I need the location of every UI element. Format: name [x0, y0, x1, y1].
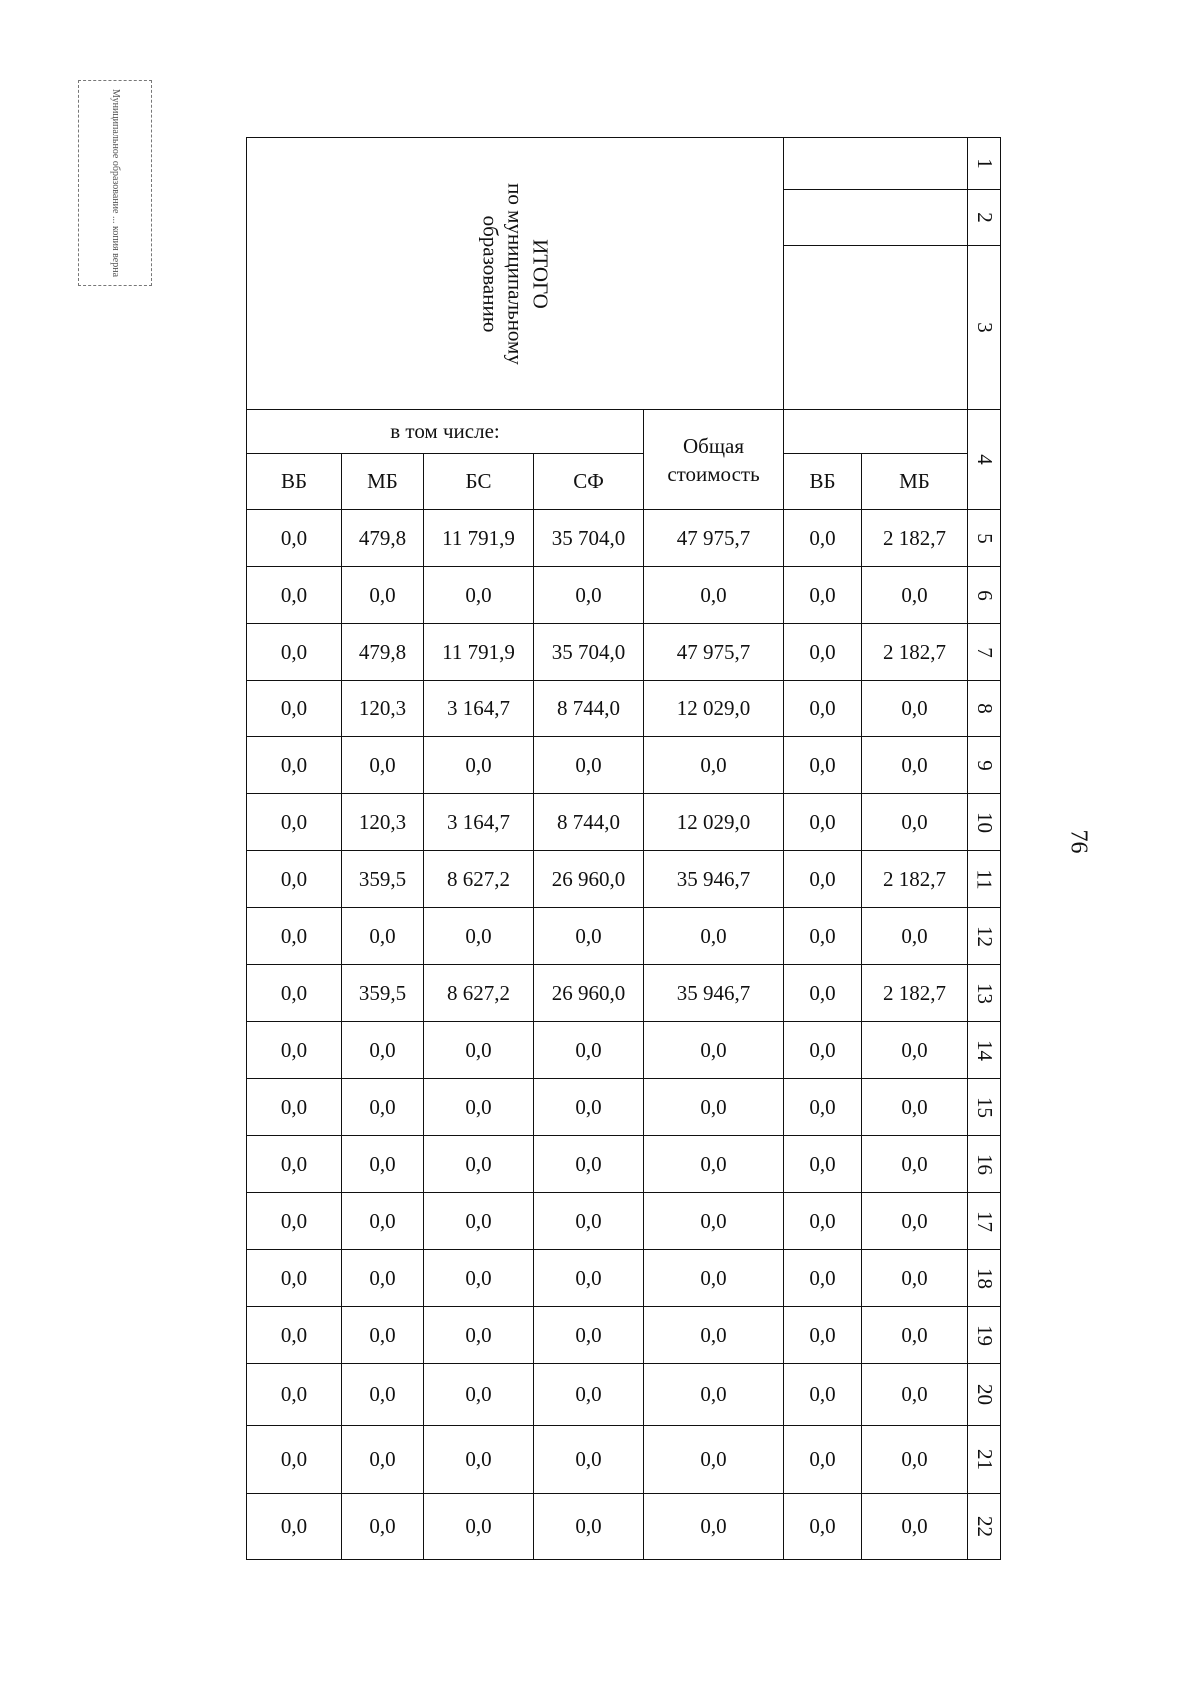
table-row [247, 1193, 1001, 1250]
stamp-text: Муниципальное образование ... копия верна [110, 88, 121, 278]
column-number-label: 1 [972, 158, 997, 169]
cell-right-vb: 0,0 [784, 737, 862, 794]
cell-sf: 26 960,0 [534, 851, 644, 908]
cell-mb: 0,0 [342, 1136, 424, 1193]
cell-right-vb: 0,0 [784, 1136, 862, 1193]
row-number-label: 21 [972, 1449, 997, 1470]
table-row [247, 681, 1001, 737]
cell-bs: 11 791,9 [424, 624, 534, 681]
cell-total: 35 946,7 [644, 851, 784, 908]
cell-sf: 26 960,0 [534, 965, 644, 1022]
cell-sf: 0,0 [534, 737, 644, 794]
row-number-label: 15 [972, 1096, 997, 1118]
table-row [247, 1022, 1001, 1079]
cell-bs: 3 164,7 [424, 794, 534, 851]
cell-sf: 0,0 [534, 1079, 644, 1136]
cell-mb: 479,8 [342, 510, 424, 567]
cell-bs: 0,0 [424, 1136, 534, 1193]
table-row [247, 908, 1001, 965]
col-header-vb: ВБ [247, 454, 342, 510]
row-number-label: 22 [972, 1516, 997, 1537]
row-number [968, 1307, 1001, 1364]
row-number-label: 5 [972, 532, 997, 544]
cell-bs: 0,0 [424, 1079, 534, 1136]
cell-total: 0,0 [644, 1364, 784, 1426]
general-cost-line: стоимость [667, 461, 760, 486]
cell-bs: 0,0 [424, 908, 534, 965]
row-number-label: 6 [972, 589, 997, 601]
table-row [247, 1136, 1001, 1193]
cell-right-vb: 0,0 [784, 681, 862, 737]
cell-right-vb: 0,0 [784, 908, 862, 965]
column-number [968, 410, 1001, 510]
table-row [247, 567, 1001, 624]
cell-right-vb: 0,0 [784, 510, 862, 567]
cell-total: 0,0 [644, 1426, 784, 1494]
cell-right-vb: 0,0 [784, 1250, 862, 1307]
col-header-sf: СФ [534, 454, 644, 510]
row-number [968, 681, 1001, 737]
row-number-label: 7 [972, 646, 997, 658]
cell-total: 12 029,0 [644, 794, 784, 851]
cell-right-mb: 0,0 [862, 1193, 968, 1250]
cell-total: 12 029,0 [644, 681, 784, 737]
cell-bs: 0,0 [424, 1364, 534, 1426]
cell-right-vb: 0,0 [784, 851, 862, 908]
cell-mb: 479,8 [342, 624, 424, 681]
summary-table [246, 137, 1001, 1560]
empty-header-cell [784, 138, 968, 190]
cell-right-mb: 0,0 [862, 567, 968, 624]
certification-stamp [78, 80, 152, 286]
cell-right-vb: 0,0 [784, 794, 862, 851]
table-row [247, 510, 1001, 567]
row-number-label: 14 [972, 1039, 997, 1061]
cell-bs: 0,0 [424, 1307, 534, 1364]
cell-right-mb: 0,0 [862, 1250, 968, 1307]
column-number [968, 246, 1001, 410]
cell-mb: 0,0 [342, 1193, 424, 1250]
table-row [247, 794, 1001, 851]
cell-total: 0,0 [644, 1022, 784, 1079]
column-number-label: 3 [972, 322, 997, 333]
cell-total: 0,0 [644, 1193, 784, 1250]
title-line: образованию [478, 215, 503, 332]
row-number-label: 19 [972, 1324, 997, 1346]
cell-bs: 11 791,9 [424, 510, 534, 567]
table-title [478, 183, 553, 365]
table-row [247, 965, 1001, 1022]
row-number [968, 1022, 1001, 1079]
row-number [968, 908, 1001, 965]
cell-right-mb: 0,0 [862, 794, 968, 851]
row-number-label: 11 [972, 868, 997, 890]
row-number [968, 624, 1001, 681]
cell-right-mb: 0,0 [862, 1136, 968, 1193]
cell-right-mb: 2 182,7 [862, 510, 968, 567]
cell-right-mb: 0,0 [862, 1079, 968, 1136]
cell-right-vb: 0,0 [784, 1079, 862, 1136]
cell-vb: 0,0 [247, 681, 342, 737]
table-row [247, 851, 1001, 908]
cell-sf: 0,0 [534, 1136, 644, 1193]
cell-vb: 0,0 [247, 624, 342, 681]
table-row [247, 1307, 1001, 1364]
cell-vb: 0,0 [247, 737, 342, 794]
col-header-mb: МБ [342, 454, 424, 510]
cell-sf: 0,0 [534, 1193, 644, 1250]
title-cell [247, 138, 784, 410]
cell-sf: 8 744,0 [534, 681, 644, 737]
cell-mb: 0,0 [342, 567, 424, 624]
row-number-label: 17 [972, 1210, 997, 1232]
cell-vb: 0,0 [247, 1307, 342, 1364]
cell-right-vb: 0,0 [784, 624, 862, 681]
cell-total: 0,0 [644, 567, 784, 624]
row-number [968, 965, 1001, 1022]
cell-sf: 0,0 [534, 1364, 644, 1426]
row-number-label: 13 [972, 982, 997, 1004]
cell-bs: 0,0 [424, 1426, 534, 1494]
row-number-label: 9 [972, 759, 997, 771]
cell-vb: 0,0 [247, 1079, 342, 1136]
row-number [968, 1494, 1001, 1560]
row-number [968, 1193, 1001, 1250]
cell-total: 0,0 [644, 1250, 784, 1307]
cell-mb: 0,0 [342, 1079, 424, 1136]
cell-right-mb: 0,0 [862, 1426, 968, 1494]
cell-total: 0,0 [644, 737, 784, 794]
cell-right-vb: 0,0 [784, 965, 862, 1022]
cell-sf: 8 744,0 [534, 794, 644, 851]
cell-sf: 0,0 [534, 1494, 644, 1560]
cell-mb: 120,3 [342, 794, 424, 851]
page-number: 76 [1065, 829, 1092, 854]
cell-vb: 0,0 [247, 1136, 342, 1193]
cell-vb: 0,0 [247, 908, 342, 965]
cell-sf: 35 704,0 [534, 624, 644, 681]
cell-sf: 0,0 [534, 1426, 644, 1494]
cell-bs: 0,0 [424, 1193, 534, 1250]
cell-sf: 0,0 [534, 1250, 644, 1307]
table-row [247, 1079, 1001, 1136]
col-header-bs: БС [424, 454, 534, 510]
cell-right-vb: 0,0 [784, 567, 862, 624]
row-number-label: 18 [972, 1267, 997, 1289]
cell-right-mb: 0,0 [862, 1307, 968, 1364]
cell-vb: 0,0 [247, 1494, 342, 1560]
table-row [247, 624, 1001, 681]
row-number [968, 1364, 1001, 1426]
including-header: в том числе: [247, 410, 644, 454]
cell-right-mb: 2 182,7 [862, 965, 968, 1022]
table-row [247, 1250, 1001, 1307]
column-number-label: 2 [972, 212, 997, 223]
cell-right-vb: 0,0 [784, 1193, 862, 1250]
cell-bs: 8 627,2 [424, 965, 534, 1022]
general-cost-line: Общая [682, 433, 744, 458]
cell-sf: 0,0 [534, 908, 644, 965]
cell-total: 0,0 [644, 1079, 784, 1136]
cell-bs: 3 164,7 [424, 681, 534, 737]
cell-right-mb: 2 182,7 [862, 624, 968, 681]
row-number [968, 1250, 1001, 1307]
cell-mb: 0,0 [342, 908, 424, 965]
cell-vb: 0,0 [247, 1022, 342, 1079]
cell-total: 47 975,7 [644, 510, 784, 567]
column-number [968, 190, 1001, 246]
table-row [247, 737, 1001, 794]
cell-mb: 0,0 [342, 1494, 424, 1560]
cell-total: 47 975,7 [644, 624, 784, 681]
row-number [968, 1079, 1001, 1136]
cell-mb: 0,0 [342, 1250, 424, 1307]
cell-right-mb: 0,0 [862, 737, 968, 794]
col-header-right-mb: МБ [862, 454, 968, 510]
cell-bs: 8 627,2 [424, 851, 534, 908]
cell-mb: 120,3 [342, 681, 424, 737]
cell-vb: 0,0 [247, 851, 342, 908]
row-number [968, 737, 1001, 794]
cell-bs: 0,0 [424, 1250, 534, 1307]
cell-mb: 0,0 [342, 1022, 424, 1079]
cell-mb: 0,0 [342, 1307, 424, 1364]
cell-vb: 0,0 [247, 1250, 342, 1307]
table-row [247, 1426, 1001, 1494]
row-number [968, 510, 1001, 567]
cell-vb: 0,0 [247, 1426, 342, 1494]
cell-total: 35 946,7 [644, 965, 784, 1022]
cell-sf: 0,0 [534, 1307, 644, 1364]
row-number [968, 567, 1001, 624]
column-number [968, 138, 1001, 190]
cell-mb: 0,0 [342, 1426, 424, 1494]
row-number-label: 12 [972, 925, 997, 947]
empty-header-cell [784, 246, 968, 410]
cell-vb: 0,0 [247, 510, 342, 567]
cell-right-vb: 0,0 [784, 1307, 862, 1364]
cell-vb: 0,0 [247, 1364, 342, 1426]
general-cost-header [644, 410, 784, 510]
cell-total: 0,0 [644, 908, 784, 965]
cell-vb: 0,0 [247, 794, 342, 851]
cell-right-vb: 0,0 [784, 1022, 862, 1079]
row-number-label: 10 [972, 811, 997, 833]
cell-right-mb: 0,0 [862, 1494, 968, 1560]
cell-right-mb: 0,0 [862, 1022, 968, 1079]
cell-vb: 0,0 [247, 1193, 342, 1250]
cell-bs: 0,0 [424, 1494, 534, 1560]
empty-header-cell [784, 190, 968, 246]
column-number-label: 4 [972, 454, 997, 465]
cell-vb: 0,0 [247, 567, 342, 624]
row-number [968, 851, 1001, 908]
cell-right-mb: 0,0 [862, 681, 968, 737]
cell-right-vb: 0,0 [784, 1364, 862, 1426]
row-number [968, 1426, 1001, 1494]
col-header-right-vb: ВБ [784, 454, 862, 510]
cell-right-vb: 0,0 [784, 1426, 862, 1494]
cell-vb: 0,0 [247, 965, 342, 1022]
table-row [247, 1364, 1001, 1426]
title-line: ИТОГО [528, 238, 553, 309]
row-number-label: 8 [972, 703, 997, 714]
cell-right-mb: 0,0 [862, 908, 968, 965]
row-number-label: 20 [972, 1384, 997, 1405]
title-line: по муниципальному [503, 182, 528, 365]
cell-sf: 0,0 [534, 1022, 644, 1079]
row-number [968, 1136, 1001, 1193]
cell-bs: 0,0 [424, 1022, 534, 1079]
cell-bs: 0,0 [424, 737, 534, 794]
cell-mb: 0,0 [342, 1364, 424, 1426]
cell-total: 0,0 [644, 1494, 784, 1560]
cell-sf: 35 704,0 [534, 510, 644, 567]
cell-bs: 0,0 [424, 567, 534, 624]
cell-mb: 0,0 [342, 737, 424, 794]
cell-right-mb: 0,0 [862, 1364, 968, 1426]
row-number [968, 794, 1001, 851]
cell-total: 0,0 [644, 1136, 784, 1193]
cell-mb: 359,5 [342, 965, 424, 1022]
cell-right-mb: 2 182,7 [862, 851, 968, 908]
cell-total: 0,0 [644, 1307, 784, 1364]
table-row [247, 1494, 1001, 1560]
cell-mb: 359,5 [342, 851, 424, 908]
cell-sf: 0,0 [534, 567, 644, 624]
empty-header-cell [784, 410, 968, 454]
cell-right-vb: 0,0 [784, 1494, 862, 1560]
row-number-label: 16 [972, 1153, 997, 1175]
